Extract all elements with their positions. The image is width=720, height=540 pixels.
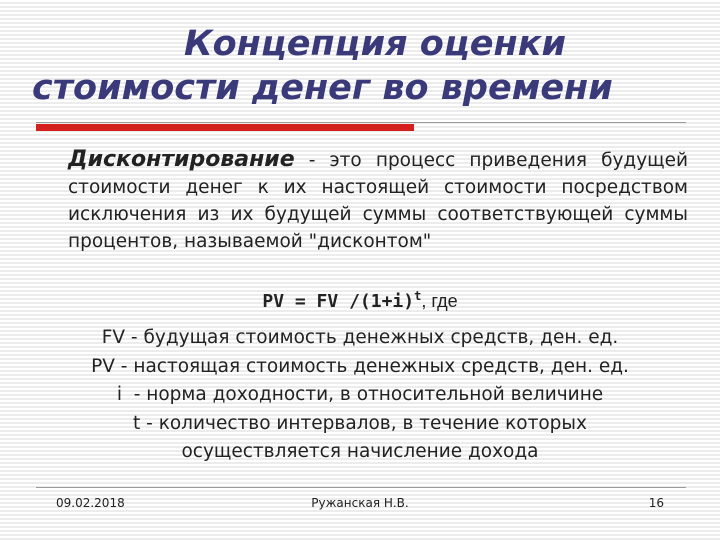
slide-title-line-1: Концепция оценки: [183, 24, 566, 64]
legend-line-t-continued: осуществляется начисление дохода: [181, 441, 539, 463]
legend-line-fv: FV - будущая стоимость денежных средств, ден. ед.: [101, 327, 619, 348]
definition-term: Дисконтирование: [68, 147, 295, 172]
formula: [0, 288, 720, 315]
variable-legend: [0, 324, 720, 467]
definition-text: - это процесс приведения будущей стоимости денег к их настоящей стоимости посредством исключения из их будущей суммы соответствующей суммы процентов, называемой "дисконтом": [68, 150, 688, 252]
footer-divider: [36, 487, 686, 488]
legend-line-i: i - норма доходности, в относительной величине: [116, 384, 604, 406]
footer-author: Ружанская Н.В.: [311, 496, 409, 510]
footer-page-number: 16: [648, 496, 664, 510]
slide-title: [10, 22, 710, 110]
footer-date: 09.02.2018: [56, 496, 125, 510]
legend-line-t: t - количество интервалов, в течение которых: [133, 412, 587, 434]
formula-expression: PV = FV /(1+i): [262, 291, 415, 312]
definition-paragraph: [68, 146, 688, 255]
legend-line-pv: PV - настоящая стоимость денежных средств, ден. ед.: [91, 355, 629, 377]
formula-exponent: t: [414, 289, 422, 303]
title-divider: [36, 122, 686, 123]
title-accent-bar: [36, 124, 414, 131]
formula-suffix: , где: [421, 291, 458, 311]
slide-title-line-2: стоимости денег во времени: [32, 68, 613, 108]
